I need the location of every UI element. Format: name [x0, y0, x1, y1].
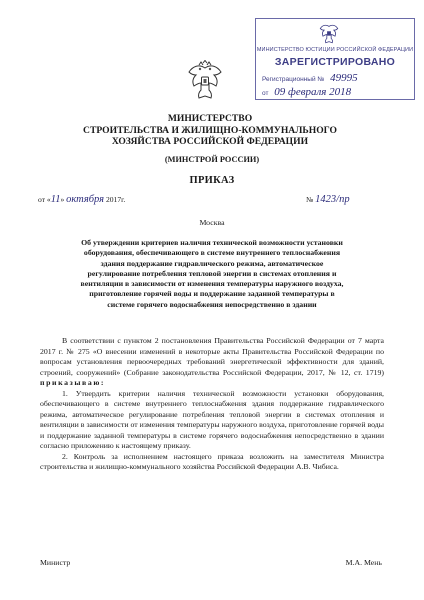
stamp-ministry: МИНИСТЕРСТВО ЮСТИЦИИ РОССИЙСКОЙ ФЕДЕРАЦИИ — [256, 47, 414, 53]
ministry-line: МИНИСТЕРСТВО — [167, 113, 253, 124]
stamp-emblem-icon — [318, 22, 340, 46]
date-prefix: от « — [38, 195, 51, 204]
date-mid: » — [60, 195, 65, 204]
ministry-line: СТРОИТЕЛЬСТВА И ЖИЛИЩНО-КОММУНАЛЬНОГО — [83, 124, 337, 136]
order-number — [306, 194, 350, 205]
document-title — [40, 238, 384, 310]
registration-stamp — [255, 18, 415, 100]
city: Москва — [199, 218, 225, 227]
title-line: здания поддержание гидравлического режима, автоматическое — [100, 258, 324, 268]
paragraph-item-2: 2. Контроль за исполнением настоящего приказа возложить на заместителя Министра строительства и жилищно-коммунального хозяйства Российской Федерации А.В. Чибиса. — [40, 451, 384, 471]
title-line: Об утверждении критериев наличия технической возможности установки — [81, 238, 343, 247]
number-value: 1423/пр — [315, 194, 350, 205]
signer-position: Министр — [40, 558, 71, 567]
date-day: 11 — [50, 194, 61, 205]
title-line: вентиляции в зависимости от изменения температуры наружного воздуха, — [80, 279, 344, 289]
document-body — [40, 336, 384, 473]
stamp-reg-date: 09 февраля 2018 — [274, 86, 352, 98]
number-prefix: № — [306, 195, 314, 204]
ministry-line: ХОЗЯЙСТВА РОССИЙСКОЙ ФЕДЕРАЦИИ — [111, 136, 309, 147]
coat-of-arms-icon — [185, 60, 225, 104]
stamp-date-label: от — [262, 90, 269, 97]
ministry-abbreviation: (МИНСТРОЙ РОССИИ) — [164, 155, 260, 164]
stamp-reg-number: 49995 — [330, 72, 358, 84]
title-line: регулирование потребления тепловой энергии в системах отопления и — [87, 268, 337, 278]
stamp-status: ЗАРЕГИСТРИРОВАНО — [274, 56, 396, 68]
title-line: оборудования, обеспечивающего в системе внутреннего теплоснабжения — [83, 248, 341, 258]
paragraph-item-1: 1. Утвердить критерии наличия технической возможности установки оборудования, обеспечивающего в системе внутреннего теплоснабжения здания поддержание гидравлического режима, автоматическое регулирование потребления тепловой энергии в системах отопления и вентиляции в зависимости от изменения температуры наружного воздуха, приготовление горячей воды и поддержание заданной температуры в системе горячего водоснабжения непосредственно в здании согласно приложению к настоящему приказу. — [40, 388, 384, 450]
date-month: октября — [66, 194, 105, 205]
signer-name: М.А. Мень — [345, 558, 382, 567]
stamp-reg-line — [262, 72, 358, 84]
stamp-date-line — [262, 86, 351, 98]
stamp-reg-label: Регистрационный № — [262, 76, 325, 83]
order-date — [38, 194, 125, 205]
preamble-text: В соответствии с пунктом 2 постановления Правительства Российской Федерации от 7 марта 2017 г. № 275 «О внесении изменений в некоторые акты Правительства Российской Федерации по вопросам установления первоочередных требований энергетической эффективности для зданий, строений, сооружений» (Собрание законодательства Российской Федерации, 2017, № 12, ст. 1719) — [40, 336, 384, 377]
date-year: 2017г. — [105, 195, 126, 204]
order-label: ПРИКАЗ — [189, 175, 235, 186]
title-line: системе горячего водоснабжения непосредственно в здании — [107, 299, 317, 309]
ministry-title — [60, 113, 360, 148]
title-line: приготовление горячей воды и поддержание заданной температуры в — [89, 289, 335, 299]
preamble-emphasis: приказываю: — [40, 378, 106, 387]
paragraph-preamble — [40, 336, 384, 389]
